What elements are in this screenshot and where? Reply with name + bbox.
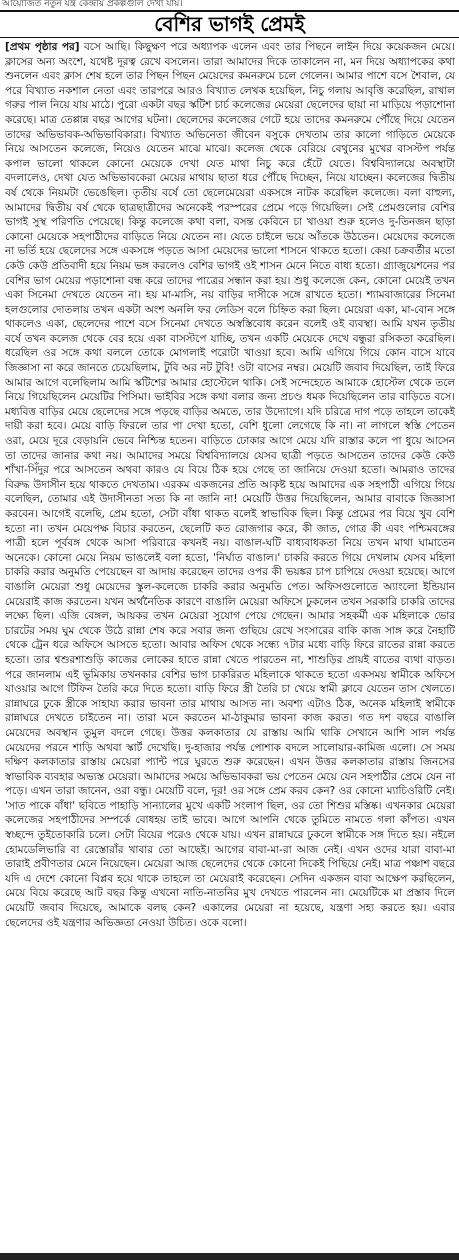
previous-article-text-strip [0, 0, 459, 8]
article-text: বসে আছি। কিছুক্ষণ পরে অধ্যাপক এলেন এবং তার পিছনে লাইন দিয়ে কয়েকজন মেয়ে। ক্লাসের অন্য অংশে, যথেষ্ট দূরত্ব রেখে বসলেন। তারা আমাদের দিকে তাকালেন না, মন দিয়ে অধ্যাপকের কথা শুনলেন এবং ক্লাস শেষ হলে তার পিছন পিছন মেয়েদের কমনরুমে চলে গেলেন। আমার পাশে বসে শৈবাল, যে পরে বিখ্যাত নকশাল নেতা এবং তারপরে আরও বিখ্যাত লেখক হয়েছিল, নিচু গলায় আবৃত্তি করেছিল, রাখাল গরুর পাল নিয়ে যায় মাঠে। পুরো একটা বছর স্কটিশ চার্চ কলেজের মেয়েরা ছেলেদের ছায়া না মাড়িয়ে পড়াশোনা করেছে। মাত্র তেপ্পান্ন বছর আগের ঘটনা। ছেলেদের কলেজের গেটে হয়ে তাদের কমনরুমে পৌঁছে দিয়ে যেতেন তাদের অভিভাবক-অভিভাবিকারা। বিখ্যাত অভিনেতা জীবেন বসুকে দেখতাম তার কালো গাড়িতে মেয়েকে নিয়ে আসতেন কলেজে, নিয়েও যেতেন মাঝে মাঝে। কলেজ থেকে বেরিয়ে বেথুনের মুখের বাসস্টপ পর্যন্ত কপাল ভালো থাকলে কোনো মেয়েকে দেখা যেত মাথা নিচু করে হেঁটে যেতে। বিশ্ববিদ্যালয়ে অবস্থাটা বদলালেও, দেখা যেত অভিভাবকেরা মেয়ের মাথায় ছাতা ধরে পৌঁছে দিচ্ছেন, নিয়ে যাচ্ছেন। কলেজের দ্বিতীয় বর্ষ থেকে নিয়মটা ভেঙেছিল। তৃতীয় বর্ষে তো ছেলেমেয়েরা একসঙ্গে নাটক করেছিল কলেজে। বলা বাহুল্য, আমাদের দ্বিতীয় বর্ষ থেকে ছাত্রছাত্রীদের অনেকেই পরস্পরের প্রেমে পড়ে গিয়েছিল। সেই প্রেমগুলোর বেশির ভাগই সুস্থ পরিণতি পেয়েছে। কিন্তু কলেজে কথা বলা, বসন্ত কেবিনে চা খাওয়া শুরু হলেও দু-তিনজন ছাড়া কোনো মেয়েকে সহপাঠীদের বাড়িতে নিয়ে যেতেন না। যেতে চাইলে ভয়ে আঁতকে উঠতেন। মেয়েদের কলেজে না ভর্তি হয়ে ছেলেদের সঙ্গে একসঙ্গে পড়তে আসা মেয়েদের ভালো শাসনে থাকতে হতো। কেয়া চক্রবর্তীর মতো কেউ কেউ প্রতিবাদী হয়ে নিয়ম ভঙ্গ করলেও বেশির ভাগই ওই শাসন মেনে নিতে বাধ্য হতো। গ্র্যাজুয়েশনের পর বেশির ভাগ মেয়ের পড়াশোনা বন্ধ করে তাদের পাত্রের সন্ধান করা হয়। শুধু কলেজে কেন, কোনো মেয়েই তখন একা সিনেমা দেখতে যেতেন না। হয় মা-মাসি, নয় বাড়ির দাসীকে সঙ্গে রাখতে হতো। শ্যামবাজারের সিনেমা হলগুলোর দোতলায় তখন একটা অংশ অনলি ফর লেডিস বলে চিহ্নিত করা ছিল। মেয়েরা একা, মা-বোন সঙ্গে থাকলেও একা, ছেলেদের পাশে বসে সিনেমা দেখতে অস্বস্তিবোধ করেন বলেই ওই ব্যবস্থা। আমি যখন তৃতীয় বর্ষে তখন কলেজ থেকে বের হয়ে একা বাসস্টপে যাচ্ছি, তখন একটি মেয়েকে দেখে বন্ধুরা রসিকতা করেছিল। ধরেছিল ওর সঙ্গে কথা বললে তোকে মোগলাই পরোটা খাওয়া হবে। আমি এগিয়ে গিয়ে কোন বাসে যাবে জিজ্ঞাসা না করে জানতে চেয়েছিলাম, টুবি অর নট টুবি! ওটা বাসের নম্বর। মেয়েটি জবাব দিয়েছিল, তাই ফিরে আমার আগে বলেছিলাম আমি স্কটিশের আমার হোস্টেলে থাকি। সেই সন্দেহেতে আমাকে হোস্টেল থেকে তলে নিয়ে গিয়েছিলেন মেয়েটির পিসিমা। ভাইবির সঙ্গে কথা বলার জন্য প্রচণ্ড ধমক দিয়েছিলেন তার বাড়িতে বসে। মধ্যবিত্ত বাড়ির মেয়ে ছেলেদের সঙ্গে পড়ছে বাড়ির অমতে, তার উদ্যোগে। যদি চরিত্রে দাগ পড়ে তাহলে তাকেই দায়ী করা হবে। মেয়ে বাড়ি ফিরলে তার পা দেখা হতো, বেশি ধুলো লেগেছে কি না। না লাগলে স্বস্তি পেতেন ওরা, মেয়ে দূরে বেড়ায়নি ভেবে নিশ্চিন্ত হতেন। বাড়িতে ঢোকার আগে মেয়ে যদি রাস্তার কলে পা ধুয়ে আসেন তা তাদের জানার কথা নয়। আমাদের সময়ে বিশ্ববিদ্যালয়ে যেসব ছাত্রী পড়তে আসতেন তাদের কেউ কেউ শাঁখা-সিঁদুর পরে আসতেন অথবা কারও যে বিয়ে ঠিক হয়ে গেছে তা জানিয়ে দেওয়া হতো। আমরাও তাদের বিরুদ্ধ উদাসীন হয়ে থাকতে দেখতাম। এরকম একজনের প্রতি আকৃষ্ট হয়ে আমাদের এক সহপাঠী এগিয়ে গিয়ে বলেছিল, তোমার এই উদাসীনতা সত্য কি না জানি না! মেয়েটি উত্তর দিয়েছিলেন, আমার বাবাকে জিজ্ঞাসা করবেন। আগেই বলেছি, প্রেম হতো, সেটা বাঁধা থাকত বলেই স্বাভাবিক ছিল। কিন্তু প্রেমের পর বিয়ে খুব বেশি হতো না। তখন মেয়েপক্ষ বিচার করতেন, ছেলেটি কত রোজগার করে, কী জাত, গোত্র কী এবং পশ্চিমবঙ্গের পাত্রী হলে পূর্ববঙ্গ থেকে আসা পরিবারে কখনই নয়। বাঙাল-ঘটি বাধ্যবাধকতা নিয়ে তখন মাথা ঘামাতেন অনেকে। কোনো মেয়ে নিয়ম ভাঙলেই বলা হতো, 'নির্ঘাত বাঙাল।' চাকরি করতে গিয়ে দেখলাম যেসব মহিলা চাকরি করার অনুমতি পেয়েছেন বা আদায় করেছেন তাদের ওপর কী ভয়ঙ্কর চাপ চাপিয়ে দেওয়া হয়েছে। আগে বাঙালি মেয়েরা শুধু মেয়েদের স্কুল-কলেজে চাকরি করার অনুমতি পেত। অফিসগুলোতে অ্যাংলো ইন্ডিয়ান মেয়েরাই কাজ করতেন। যখন অর্থনৈতিক কারণে বাঙালি মেয়েরা অফিসে ঢুকলেন তখন সরকারি চাকরি তাদের লক্ষ্যে ছিল। এজি বেঙ্গল, আয়কর তখন মেয়েরা সুযোগ পেয়ে গেছেন। আমার সহকর্মী এক মহিলাকে ভোর চারটের সময় ঘুম থেকে উঠে রান্না শেষ করে সবার জন্য গুছিয়ে রেখে সংসারের বাকি কাজ সাঙ্গ করে নৈহাটি থেকে ট্রেন ধরে অফিসে আসতে হতো। আবার অফিস থেকে সন্ধ্যে ৭টার মধ্যে বাড়ি ফিরে রাতের রান্না করতে হতো। তার শ্বশুরশাশুড়ি কাজের লোকের হাতে রান্না খেতে পারতেন না, শাশুড়ির প্রায়ই বাতের ব্যথা বাড়ত। পরে জানলাম এই ভূমিকায় তখনকার বেশির ভাগ চাকরিরত মহিলাকে থাকতে হতো একসময় স্বামীকে অফিসে যাওয়ার আগে টিফিন তৈরি করে দিতে হতো। বাড়ি ফিরে স্ত্রী তৈরি চা খেয়ে স্বামী ক্লাবে যেতেন তাস খেলতে। রান্নাঘরে ঢুকে স্ত্রীকে সাহায্য করার ভাবনা তার মাথায় আসত না। অবশ্য এটাও ঠিক, অনেক মহিলাই স্বামীকে রান্নাঘরে দেখতে চাইতেন না। তারা মনে করতেন মা-ঠাকুমার ভাবনা কাজ করত। গত দশ বছরে বাঙালি মেয়েদের অবস্থান তুমুল বদলে গেছে। উত্তর কলকাতার যে রাস্তায় আমি থাকি সেখানে আশি সাল পর্যন্ত মেয়েদের পরনে শাড়ি অথবা স্কার্ট দেখেছি। দু-হাজার পর্যন্ত পোশাক বদলে সালোয়ার-কামিজ এলো। সে সময় দক্ষিণ কলকাতার রাস্তায় মেয়েরা প্যান্ট পরে ঘুরতে শুরু করেছেন। এখন উত্তর কলকাতার রাস্তায় জিনসের স্বাভাবিক ব্যবহার অভ্যস্ত মেয়েরা। আমাদের সময়ে অভিভাবকরা ভয় পেতেন মেয়ে যেন সহপাঠীর প্রেমে যেন না পড়ে। এখন তারা জানেন, ওরা বন্ধু। মেয়েটি বলে, দূর! ওর সঙ্গে প্রেম করব কেন? ওর কোনো ম্যাচিওরিটি নেই। 'সাত পাকে বাঁধা' ছবিতে পাহাড়ি সান্যালের মুখে একটি সংলাপ ছিল, ওর তো শিশুর মস্তিষ্ক। এখনকার মেয়েরা কলেজের সহপাঠীদের সম্পর্কে বোধহয় তাই ভাবে। আগে আপনি থেকে তুমিতে নামতে গলা কাঁপত। এখন স্বচ্ছন্দে তুইতোকারি চলে। সেটা বিয়ের পরেও থেকে যায়। এখন রান্নাঘরে ঢুকলে স্বামীকে সঙ্গ দিতে হয়। নইলে হোমডেলিভারি বা রেস্তোরাঁর খাবার তো আছেই। আগের বাবা-মা-রা আজ নেই। এখন ওদের যারা বাবা-মা তারাই প্রবীণতার মেনে নিয়েছেন। মেয়েরা আজ ছেলেদের থেকে কোনো দিকেই পিছিয়ে নেই। মাত্র পঞ্চাশ বছরে যদি এ দেশে কোনো বিপ্লব হয়ে থাকে তাহলে তা মেয়েরাই করেছেন। সেদিন একজন বাবা আক্ষেপ করছিলেন, মেয়ে বিয়ে করেছে আট বছর কিন্তু এখনো নাতি-নাতনির মুখ দেখতে পারলেন না। মেয়েটিকে মা প্রস্তাব দিলে মেয়েটি জবাব দিয়েছে, আমাকে বলছ কেন? একালের মেয়েরা না হয়েছে, যন্ত্রণা সহ্য করতে হয়। এবার ছেলেদের ওই যন্ত্রণার অভিজ্ঞতা নেওয়া উচিত। ওকে বলো। [5, 41, 455, 929]
continuation-kicker: [প্রথম পৃষ্ঠার পর] [5, 41, 80, 53]
bottom-edge-bar [0, 1253, 459, 1260]
article-paragraph [5, 40, 455, 930]
headline-rule [0, 37, 459, 38]
previous-article-text: আয়োজিত নতুন যন্ত্র কেন্দ্রীয় প্রকল্পগুলি দেখা যায়। [2, 0, 183, 8]
headline: বেশির ভাগই প্রেমই [154, 12, 305, 36]
article-body [5, 40, 455, 1252]
